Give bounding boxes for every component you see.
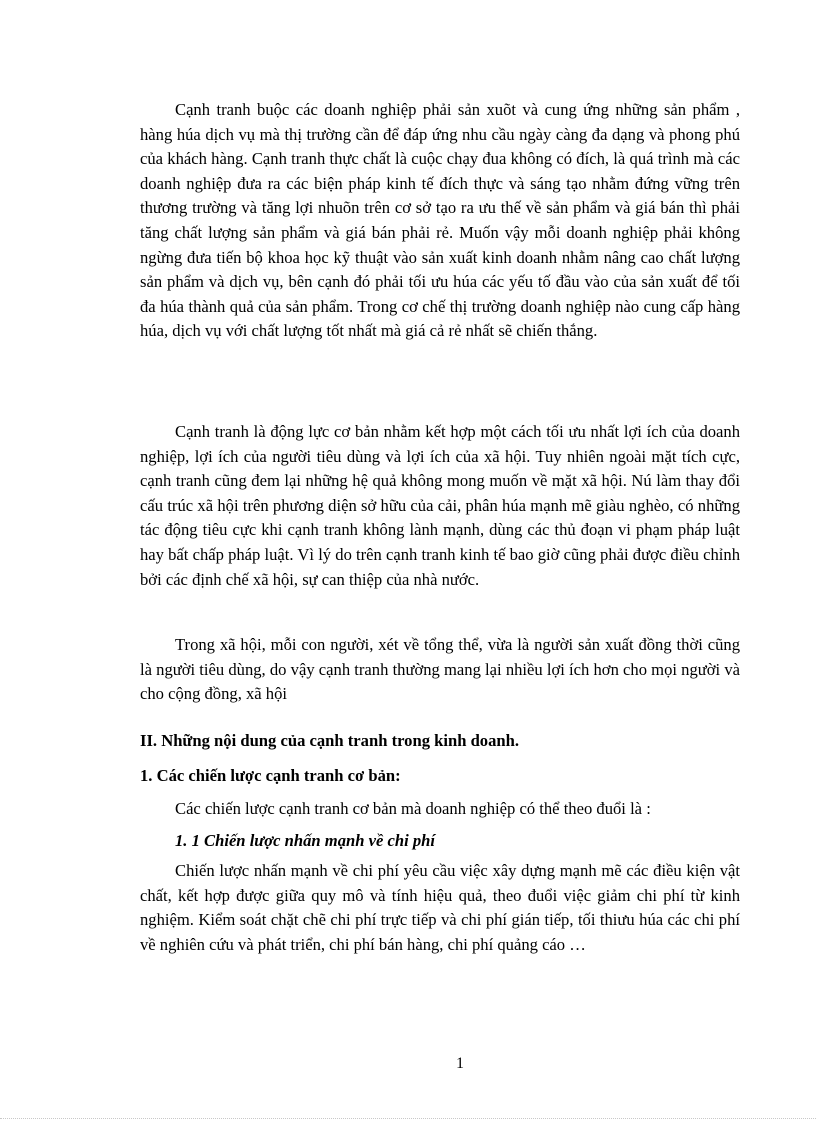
- section-heading: II. Những nội dung của cạnh tranh trong kinh doanh.: [140, 731, 520, 750]
- paragraph-competition-forces: [140, 98, 740, 344]
- paragraph-text: Trong xã hội, mỗi con người, xét về tổng thể, vừa là người sản xuất đồng thời cũng là người tiêu dùng, do vậy cạnh tranh thường mang lại nhiều lợi ích hơn cho mọi người và cho cộng đồng, xã hội: [140, 635, 740, 704]
- subsection-heading: 1. Các chiến lược cạnh tranh cơ bản:: [140, 766, 401, 785]
- paragraph-competition-motivation: [140, 420, 740, 592]
- paragraph-society: [140, 633, 740, 707]
- paragraph-text: Chiến lược nhấn mạnh về chi phí yêu cầu việc xây dựng mạnh mẽ các điều kiện vật chất, kết hợp được giữa quy mô và tính hiệu quả, theo đuổi việc giảm chi phí từ kinh nghiệm. Kiểm soát chặt chẽ chi phí trực tiếp và chi phí gián tiếp, tối thiưu húa các chi phí về nghiên cứu và phát triển, chi phí bán hàng, chi phí quảng cáo …: [140, 861, 740, 954]
- paragraph-text: Cạnh tranh buộc các doanh nghiệp phải sản xuõt và cung ứng những sản phẩm , hàng húa dịch vụ mà thị trường cần để đáp ứng nhu cầu ngày càng đa dạng và phong phú của khách hàng. Cạnh tranh thực chất là cuộc chạy đua không có đích, là quá trình mà các doanh nghiệp đưa ra các biện pháp kinh tế đích thực và sáng tạo nhằm đứng vững trên thương trường và tăng lợi nhuõn trên cơ sở tạo ra ưu thế về sản phẩm và giá bán thì phải tăng chất lượng sản phẩm và giá bán phải rẻ. Muốn vậy mỗi doanh nghiệp phải không ngừng đưa tiến bộ khoa học kỹ thuật vào sản xuất kinh doanh nhằm nâng cao chất lượng sản phẩm và dịch vụ, bên cạnh đó phải tối ưu húa các yếu tố đầu vào của sản xuất để tối đa húa thành quả của sản phẩm. Trong cơ chế thị trường doanh nghiệp nào cung cấp hàng húa, dịch vụ với chất lượng tốt nhất mà giá cả rẻ nhất sẽ chiến thắng.: [140, 100, 740, 341]
- paragraph-cost-strategy: [140, 859, 740, 957]
- intro-line: Các chiến lược cạnh tranh cơ bản mà doanh nghiệp có thể theo đuổi là :: [175, 799, 651, 818]
- subsubsection-heading: 1. 1 Chiến lược nhấn mạnh về chi phí: [175, 831, 435, 850]
- page-bottom-rule: [0, 1118, 816, 1119]
- paragraph-text: Cạnh tranh là động lực cơ bản nhằm kết hợp một cách tối ưu nhất lợi ích của doanh nghiệp, lợi ích của người tiêu dùng và lợi ích của xã hội. Tuy nhiên ngoài mặt tích cực, cạnh tranh cũng đem lại những hệ quả không mong muốn về mặt xã hội. Nú làm thay đổi cấu trúc xã hội trên phương diện sở hữu của cải, phân húa mạnh mẽ giàu nghèo, có những tác động tiêu cực khi cạnh tranh không lành mạnh, dùng các thủ đoạn vi phạm pháp luật hay bất chấp pháp luật. Vì lý do trên cạnh tranh kinh tế bao giờ cũng phải được điều chỉnh bởi các định chế xã hội, sự can thiệp của nhà nước.: [140, 422, 740, 589]
- page-number: 1: [456, 1055, 464, 1072]
